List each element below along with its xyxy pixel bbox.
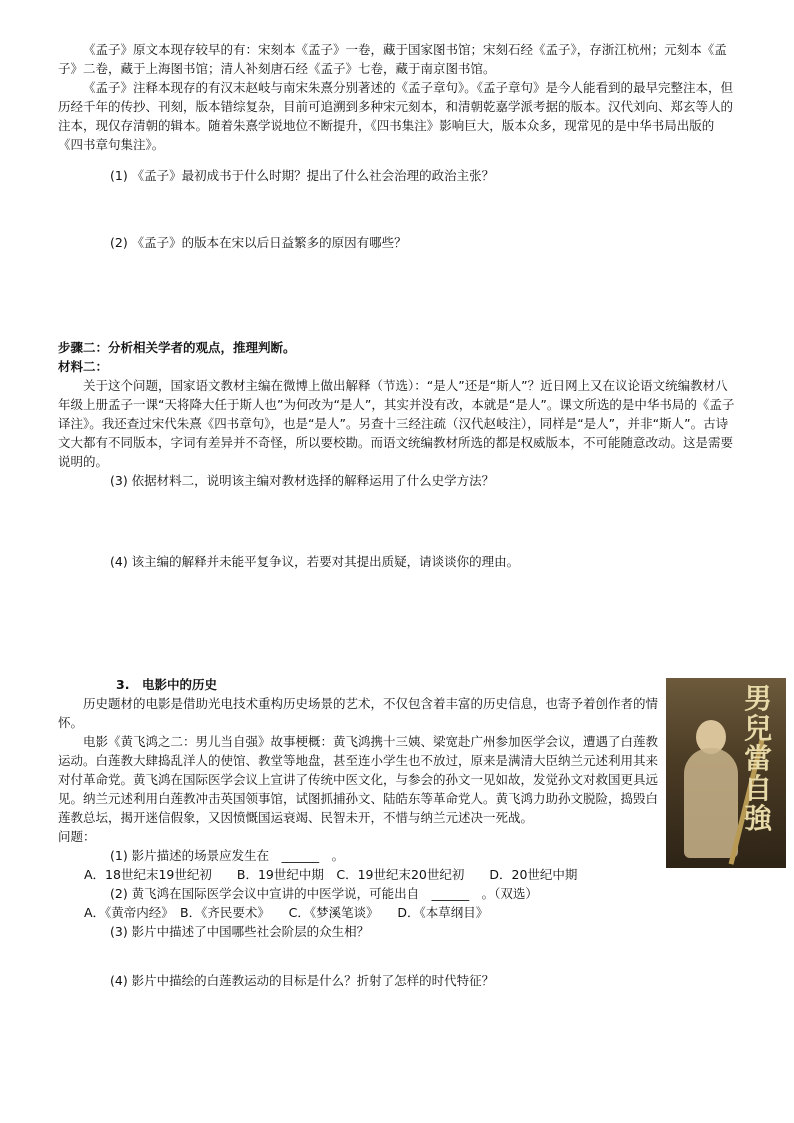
step2-title: 步骤二：分析相关学者的观点，推理判断。 <box>58 340 296 355</box>
poster-title: 男兒當自強 <box>743 682 772 835</box>
section-3 <box>58 675 658 846</box>
question-3: (3) 依据材料二，说明该主编对教材选择的解释运用了什么史学方法？ <box>110 473 495 488</box>
material2-label: 材料二： <box>58 359 109 374</box>
s3-question-1: (1) 影片描述的场景应发生在 ______ 。 <box>110 848 345 863</box>
s3-question-3: (3) 影片中描述了中国哪些社会阶层的众生相？ <box>110 924 370 939</box>
s3-question-2-options: A．《黄帝内经》 B．《齐民要术》 C．《梦溪笔谈》 D．《本草纲目》 <box>84 905 489 920</box>
material1-paragraph1: 《孟子》原文本现存较早的有：宋刻本《孟子》一卷，藏于国家图书馆；宋刻石经《孟子》，存浙江杭州；元刻本《孟子》二卷，藏于上海图书馆；清人补刻唐石经《孟子》七卷，藏于南京图书馆。 <box>58 42 727 76</box>
question-2: (2) 《孟子》的版本在宋以后日益繁多的原因有哪些？ <box>110 235 407 250</box>
questions-label: 问题： <box>58 829 96 844</box>
question-4: (4) 该主编的解释并未能平复争议，若要对其提出质疑，请谈谈你的理由。 <box>110 554 520 569</box>
material2-paragraph: 关于这个问题，国家语文教材主编在微博上做出解释（节选）：“是人”还是“斯人”？近日网上又在议论语文统编教材八年级上册孟子一课“天将降大任于斯人也”为何改为“是人”，其实并没有改，本就是“是人”。课文所选的是中华书局的《孟子译注》。我还查过宋代朱熹《四书章句》，也是“是人”。另查十三经注疏（汉代赵岐注），同样是“是人”，并非“斯人”。古诗文大都有不同版本，字词有差异并不奇怪，所以要校勘。而语文统编教材所选的都是权威版本，不可能随意改动。这是需要说明的。 <box>58 378 735 469</box>
section3-title: 3. 电影中的历史 <box>116 677 217 692</box>
worksheet-page <box>58 40 738 990</box>
s3-question-1-options: A．18世纪末19世纪初 B．19世纪中期 C．19世纪末20世纪初 D．20世纪中期 <box>84 867 578 882</box>
section3-synopsis: 电影《黄飞鸿之二：男儿当自强》故事梗概：黄飞鸿携十三姨、梁宽赴广州参加医学会议，遭遇了白莲教运动。白莲教大肆捣乱洋人的使馆、教堂等地盘，甚至连小学生也不放过，原来是满清大臣纳兰元述利用其来对付革命党。黄飞鸿在国际医学会议上宣讲了传统中医文化，与参会的孙文一见如故，发觉孙文对救国更具远见。纳兰元述利用白莲教冲击英国领事馆，试图抓捕孙文、陆皓东等革命党人。黄飞鸿力助孙文脱险，捣毁白莲教总坛，揭开迷信假象，又因愤慨国运衰竭、民智未开，不惜与纳兰元述决一死战。 <box>58 734 659 825</box>
s3-question-4: (4) 影片中描绘的白莲教运动的目标是什么？折射了怎样的时代特征？ <box>110 973 495 988</box>
section3-intro: 历史题材的电影是借助光电技术重构历史场景的艺术，不仅包含着丰富的历史信息，也寄予着创作者的情怀。 <box>58 696 659 730</box>
movie-poster-image <box>666 678 786 868</box>
s3-question-2: (2) 黄飞鸿在国际医学会议中宣讲的中医学说，可能出自 ______ 。（双选） <box>110 886 538 901</box>
material1-paragraph2: 《孟子》注释本现存的有汉末赵岐与南宋朱熹分别著述的《孟子章句》。《孟子章句》是今人能看到的最早完整注本，但历经千年的传抄、刊刻，版本错综复杂，目前可追溯到多种宋元刻本，和清朝乾嘉学派考据的版本。汉代刘向、郑玄等人的注本，现仅存清朝的辑本。随着朱熹学说地位不断提升，《四书集注》影响巨大，版本众多，现常见的是中华书局出版的《四书章句集注》。 <box>58 80 734 152</box>
question-1: (1) 《孟子》最初成书于什么时期？提出了什么社会治理的政治主张？ <box>110 168 495 183</box>
